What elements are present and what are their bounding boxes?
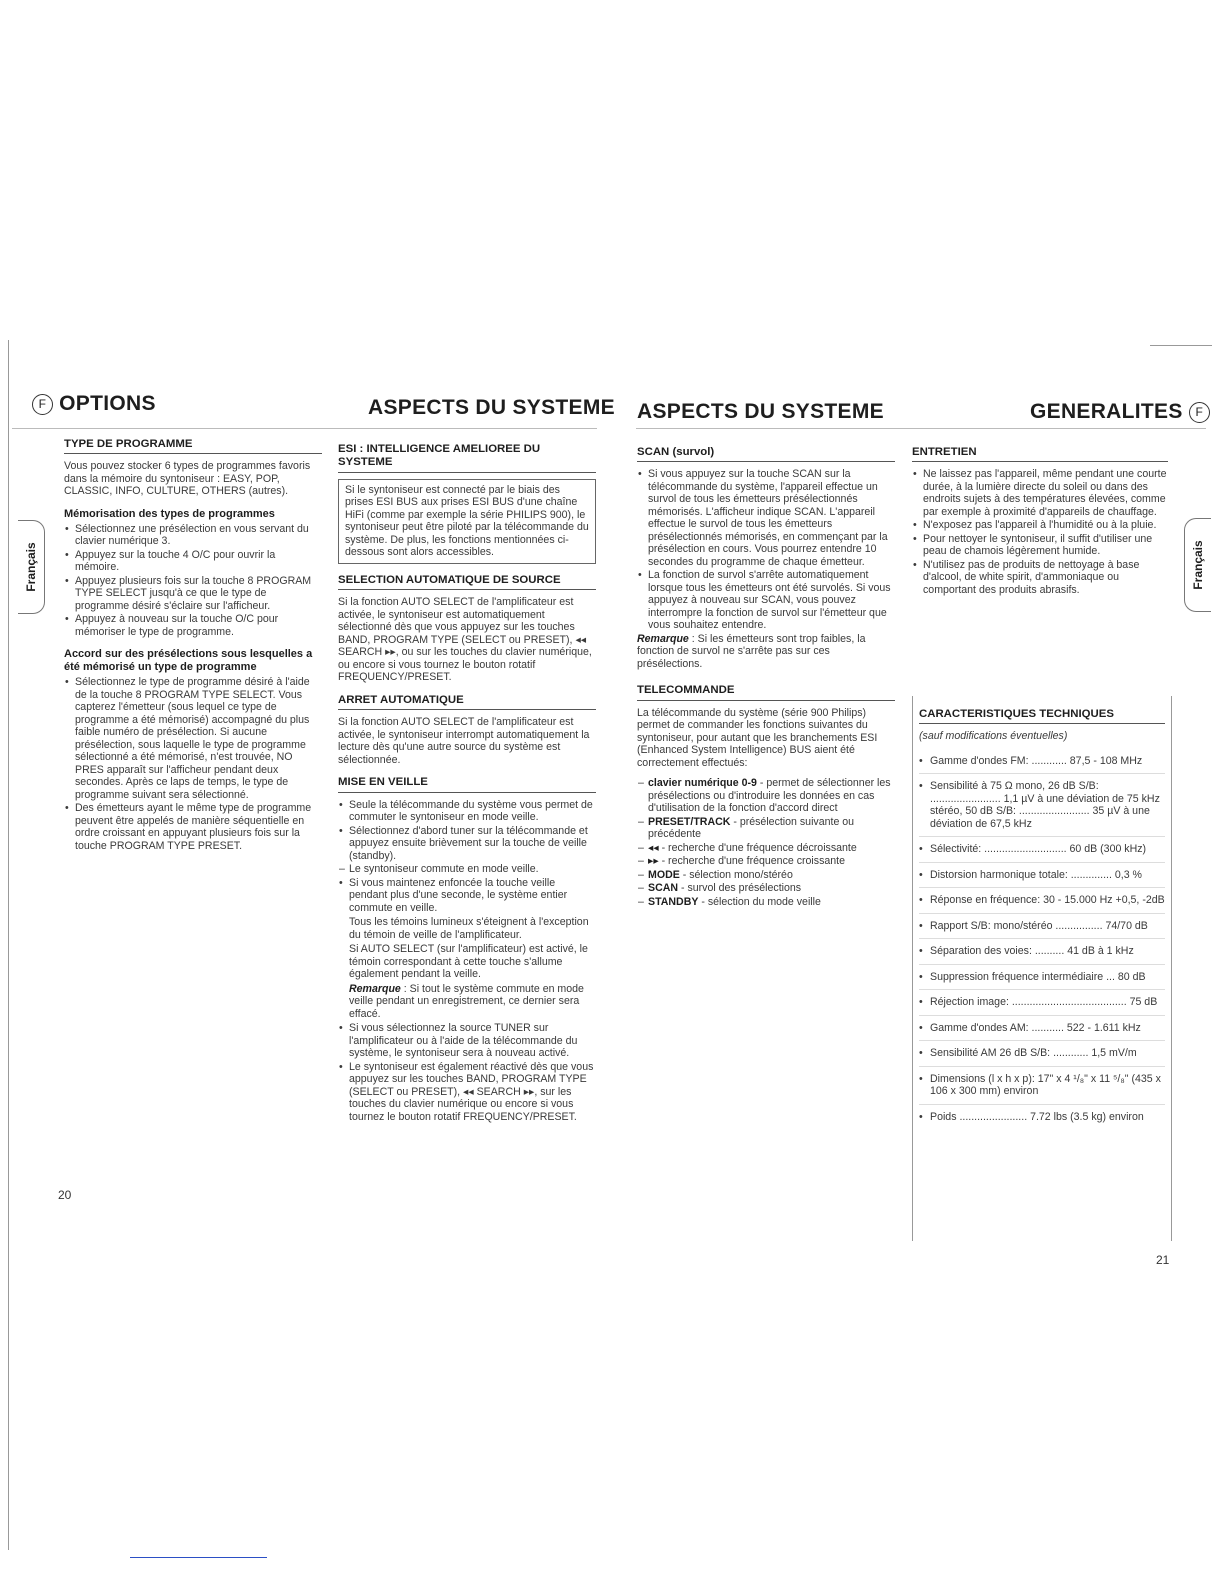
veille-item-b: Tous les témoins lumineux s'éteignent à l'exception du témoin de veille de l'amplificateur.	[349, 916, 589, 941]
veille-item-a: • Si vous maintenez enfoncée la touche veille pendant plus d'une seconde, le système entier commute en veille.	[349, 876, 568, 914]
list-item: • Si vous appuyez sur la touche SCAN sur la télécommande du système, l'appareil effectue un survol de tous les émetteurs présélectionnés mémorisés. L'afficheur indique SCAN. L'appareil effectue le survol de tous les émetteurs présélectionnés mémorisés, en commençant par la présélection en cours. Vous pourrez entendre 10 secondes du programme de chaque émetteur.	[648, 468, 895, 568]
list-item	[648, 777, 895, 815]
list-item: • La fonction de survol s'arrête automatiquement lorsque tous les émetteurs ont été survolés. Si vous appuyez à nouveau sur SCAN, vous pouvez interrompre la fonction de survol sur l'émetteur que vous souhaitez entendre.	[648, 569, 895, 632]
options-title	[32, 392, 156, 416]
f-badge-icon: F	[32, 394, 53, 415]
language-tab-right	[1184, 518, 1211, 612]
column-2	[338, 433, 596, 1124]
key-desc: - sélection mono/stéréo	[679, 868, 793, 881]
generalites-title	[1030, 400, 1210, 424]
key-label: clavier numérique 0-9	[648, 777, 757, 790]
spec-item: • Réponse en fréquence: 30 - 15.000 Hz +0,5, -2dB	[919, 888, 1165, 914]
remark-text: : Si les émetteurs sont trop faibles, la fonction de survol ne s'arrête pas sur ces présélections.	[637, 632, 866, 670]
list-item: • Ne laissez pas l'appareil, même pendant une courte durée, à la lumière directe du soleil ou dans des endroits sujets à des températures élevées, comme par exemple à proximité d'appareils de chauffage.	[923, 468, 1168, 518]
aspects-title-left: ASPECTS DU SYSTEME	[368, 396, 615, 419]
list-item: • Sélectionnez d'abord tuner sur la télécommande et appuyez ensuite brièvement sur la touche de veille (standby).	[349, 825, 596, 863]
arret-auto-heading: ARRET AUTOMATIQUE	[338, 694, 596, 710]
page-number-right: 21	[1156, 1253, 1170, 1267]
key-desc: - présélection suivante ou précédente	[648, 815, 855, 841]
list-item	[648, 896, 895, 909]
specs-box	[912, 696, 1172, 1241]
list-item	[648, 842, 895, 855]
telecommande-heading: TELECOMMANDE	[637, 684, 895, 700]
telecommande-list	[637, 777, 895, 908]
scan-list	[637, 468, 895, 632]
list-item: • Pour nettoyer le syntoniseur, il suffit d'utiliser une peau de chamois légèrement humide.	[923, 533, 1168, 558]
list-item	[648, 816, 895, 841]
aspects-title-right: ASPECTS DU SYSTEME	[637, 400, 884, 423]
accord-list	[64, 676, 322, 852]
generalites-title-text: GENERALITES	[1030, 400, 1183, 423]
key-label: ▸▸	[648, 855, 659, 868]
spec-item: • Réjection image: ....................................... 75 dB	[919, 990, 1165, 1016]
key-label: PRESET/TRACK	[648, 815, 731, 828]
remark-label: Remarque	[637, 632, 689, 645]
list-item: • Seule la télécommande du système vous permet de commuter le syntoniseur en mode veille.	[349, 799, 596, 824]
column-3	[637, 436, 895, 909]
list-item: • Si vous sélectionnez la source TUNER sur l'amplificateur ou à l'aide de la télécommande du système, le syntoniseur sera à nouveau activé.	[349, 1022, 596, 1060]
list-item: • Sélectionnez une présélection en vous servant du clavier numérique 3.	[75, 523, 322, 548]
spec-item: • Distorsion harmonique totale: .............. 0,3 %	[919, 863, 1165, 889]
veille-remark	[349, 983, 596, 1021]
caracteristiques-heading: CARACTERISTIQUES TECHNIQUES	[919, 708, 1165, 724]
list-item: • N'utilisez pas de produits de nettoyage à base d'alcool, de white spirit, d'ammoniaque ou comportant des produits abrasifs.	[923, 559, 1168, 597]
page-number-left: 20	[58, 1188, 72, 1202]
column-4	[912, 436, 1168, 597]
list-item	[648, 882, 895, 895]
right-header-rule	[636, 428, 1206, 429]
esi-box: Si le syntoniseur est connecté par le biais des prises ESI BUS aux prises ESI BUS d'une chaîne HiFi (comme par exemple la série PHILIPS 900), le syntoniseur peut être piloté par la télécommande du système. De plus, les fonctions mentionnées ci-dessous sont alors accessibles.	[338, 479, 596, 564]
spec-item: • Rapport S/B: mono/stéréo ................ 74/70 dB	[919, 914, 1165, 940]
key-label: ◂◂	[648, 841, 659, 854]
spec-item: • Sensibilité à 75 Ω mono, 26 dB S/B: ........................ 1,1 µV à une déviation de 75 kHz stéréo, 50 dB S/B: ........................ 35 µV à une déviation de 67,5 kHz	[919, 774, 1165, 837]
list-item	[349, 877, 596, 1021]
memorisation-list	[64, 523, 322, 639]
spec-item: • Sensibilité AM 26 dB S/B: ............ 1,5 mV/m	[919, 1041, 1165, 1067]
language-tab-left-label: Français	[24, 542, 38, 592]
spec-item: • Sélectivité: ............................ 60 dB (300 kHz)	[919, 837, 1165, 863]
list-item: • Sélectionnez le type de programme désiré à l'aide de la touche 8 PROGRAM TYPE SELECT. Vous capterez l'émetteur (sous lequel ce type de programme a été mémorisé) accompagné du plus faible numéro de présélection. Si aucune présélection, sous laquelle le type de programme sélectionné a été mémorisé, n'est trouvée, NO PRES apparaît sur l'afficheur pendant deux secondes. Après ce laps de temps, le type de programme suivant sera sélectionné.	[75, 676, 322, 801]
selection-auto-text: Si la fonction AUTO SELECT de l'amplificateur est activée, le syntoniseur est automatiquement sélectionné dès que vous appuyez sur les touches BAND, PROGRAM TYPE (SELECT ou PRESET), ◂◂ SEARCH ▸▸, ou sur les touches du clavier numérique, ou encore si vous tournez le bouton rotatif FREQUENCY/PRESET.	[338, 596, 592, 684]
veille-item-c: Si AUTO SELECT (sur l'amplificateur) est activé, le témoin correspondant à cette touche s'allume également pendant la veille.	[349, 943, 588, 981]
left-margin-rule	[8, 340, 9, 1550]
caracteristiques-subtitle: (sauf modifications éventuelles)	[919, 730, 1068, 743]
arret-auto-text: Si la fonction AUTO SELECT de l'amplificateur est activée, le syntoniseur interrompt automatiquement la lecture dès qu'une autre source du système est sélectionnée.	[338, 716, 590, 766]
mise-en-veille-heading: MISE EN VEILLE	[338, 776, 596, 792]
language-tab-left	[18, 520, 45, 614]
list-item: – Le syntoniseur commute en mode veille.	[349, 863, 596, 876]
telecommande-text: La télécommande du système (série 900 Philips) permet de commander les fonctions suivantes du syntoniseur, pour autant que les branchements ESI (Enhanced System Intelligence) BUS aient été correctement effectués:	[637, 706, 878, 769]
list-item: • N'exposez pas l'appareil à l'humidité ou à la pluie.	[923, 519, 1168, 532]
list-item: • Appuyez sur la touche 4 O/C pour ouvrir la mémoire.	[75, 549, 322, 574]
spec-item: • Poids ....................... 7.72 lbs (3.5 kg) environ	[919, 1105, 1165, 1130]
key-desc: - recherche d'une fréquence décroissante	[658, 841, 857, 854]
memorisation-heading: Mémorisation des types de programmes	[64, 507, 275, 520]
key-label: SCAN	[648, 882, 679, 895]
esi-heading: ESI : INTELLIGENCE AMELIOREE DU SYSTEME	[338, 443, 596, 473]
list-item: • Le syntoniseur est également réactivé dès que vous appuyez sur les touches BAND, PROGRAM TYPE (SELECT ou PRESET), ◂◂ SEARCH ▸▸, sur les touches du clavier numérique ou encore si vous tournez le bouton rotatif FREQUENCY/PRESET.	[349, 1061, 596, 1124]
spec-item: • Suppression fréquence intermédiaire ... 80 dB	[919, 965, 1165, 991]
key-label: STANDBY	[648, 895, 699, 908]
options-title-text: OPTIONS	[59, 392, 156, 415]
list-item: • Appuyez plusieurs fois sur la touche 8 PROGRAM TYPE SELECT jusqu'à ce que le type de programme désiré s'éclaire sur l'afficheur.	[75, 575, 322, 613]
spec-item: • Gamme d'ondes FM: ............ 87,5 - 108 MHz	[919, 749, 1165, 775]
list-item	[648, 869, 895, 882]
type-programme-heading: TYPE DE PROGRAMME	[64, 438, 322, 454]
spec-item: • Séparation des voies: .......... 41 dB à 1 kHz	[919, 939, 1165, 965]
f-badge-icon: F	[1189, 402, 1210, 423]
spec-item: • Dimensions (l x h x p): 17" x 4 ¹/₈" x 11 ⁵/₈" (435 x 106 x 300 mm) environ	[919, 1067, 1165, 1105]
entretien-heading: ENTRETIEN	[912, 446, 1168, 462]
scan-remark	[637, 633, 895, 671]
veille-dash-list	[338, 863, 596, 876]
language-tab-right-label: Français	[1191, 540, 1205, 590]
right-top-rule	[1150, 345, 1212, 346]
list-item	[648, 855, 895, 868]
entretien-list	[912, 468, 1168, 596]
list-item: • Appuyez à nouveau sur la touche O/C pour mémoriser le type de programme.	[75, 613, 322, 638]
veille-list	[338, 799, 596, 863]
key-desc: - survol des présélections	[678, 882, 802, 895]
veille-list-2	[338, 877, 596, 1124]
key-desc: - sélection du mode veille	[698, 895, 821, 908]
remark-text: : Si tout le système commute en mode veille pendant un enregistrement, ce dernier sera effacé.	[349, 982, 584, 1020]
spec-item: • Gamme d'ondes AM: ........... 522 - 1.611 kHz	[919, 1016, 1165, 1042]
bottom-blue-rule	[130, 1557, 267, 1558]
key-desc: - permet de sélectionner les présélections ou d'introduire les données en cas d'utilisation de la fonction d'accord direct	[648, 777, 891, 815]
accord-heading: Accord sur des présélections sous lesquelles a été mémorisé un type de programme	[64, 648, 313, 674]
remark-label: Remarque	[349, 982, 401, 995]
key-desc: - recherche d'une fréquence croissante	[658, 855, 845, 868]
selection-auto-heading: SELECTION AUTOMATIQUE DE SOURCE	[338, 574, 596, 590]
scan-heading: SCAN (survol)	[637, 446, 895, 462]
key-label: MODE	[648, 868, 680, 881]
column-1	[64, 428, 322, 853]
list-item: • Des émetteurs ayant le même type de programme peuvent être appelés de manière séquentielle en ordre croissant en appuyant plusieurs fois sur la touche PROGRAM TYPE PRESET.	[75, 802, 322, 852]
type-programme-text: Vous pouvez stocker 6 types de programmes favoris dans la mémoire du syntoniseur : EASY, POP, CLASSIC, INFO, CULTURE, OTHERS (autres).	[64, 460, 311, 498]
